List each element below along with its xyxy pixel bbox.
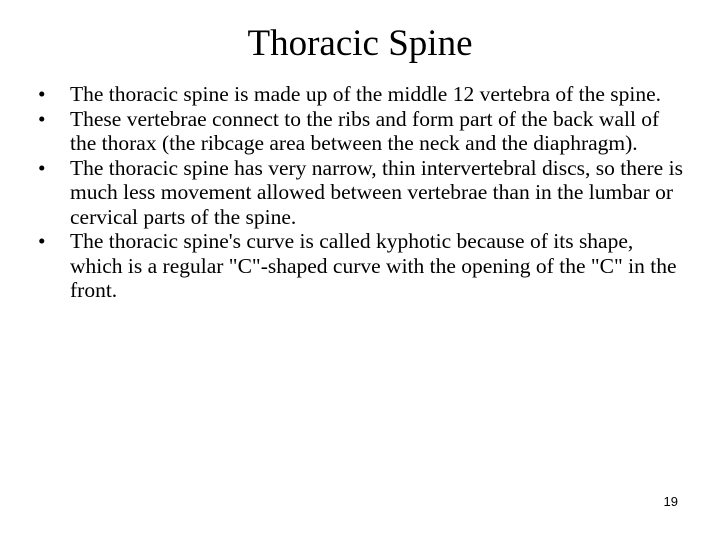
- page-number: 19: [663, 494, 678, 509]
- bullet-item: [38, 229, 688, 303]
- bullet-list: [38, 82, 688, 303]
- bullet-icon: •: [38, 155, 46, 180]
- bullet-icon: •: [38, 106, 46, 131]
- bullet-icon: •: [38, 82, 46, 106]
- bullet-text: The thoracic spine has very narrow, thin intervertebral discs, so there is much less movement allowed between vertebrae than in the lumbar or cervical parts of the spine.: [70, 155, 683, 229]
- bullet-text: These vertebrae connect to the ribs and form part of the back wall of the thorax (the ribcage area between the neck and the diaphragm).: [70, 106, 660, 155]
- bullet-text: The thoracic spine's curve is called kyphotic because of its shape, which is a regular "C"-shaped curve with the opening of the "C" in the front.: [70, 229, 677, 302]
- bullet-icon: •: [38, 229, 46, 253]
- bullet-item: [38, 82, 688, 107]
- bullet-item: [38, 107, 688, 156]
- bullet-text: The thoracic spine is made up of the middle 12 vertebra of the spine.: [70, 82, 662, 106]
- slide-title: Thoracic Spine: [247, 23, 473, 64]
- bullet-item: [38, 156, 688, 230]
